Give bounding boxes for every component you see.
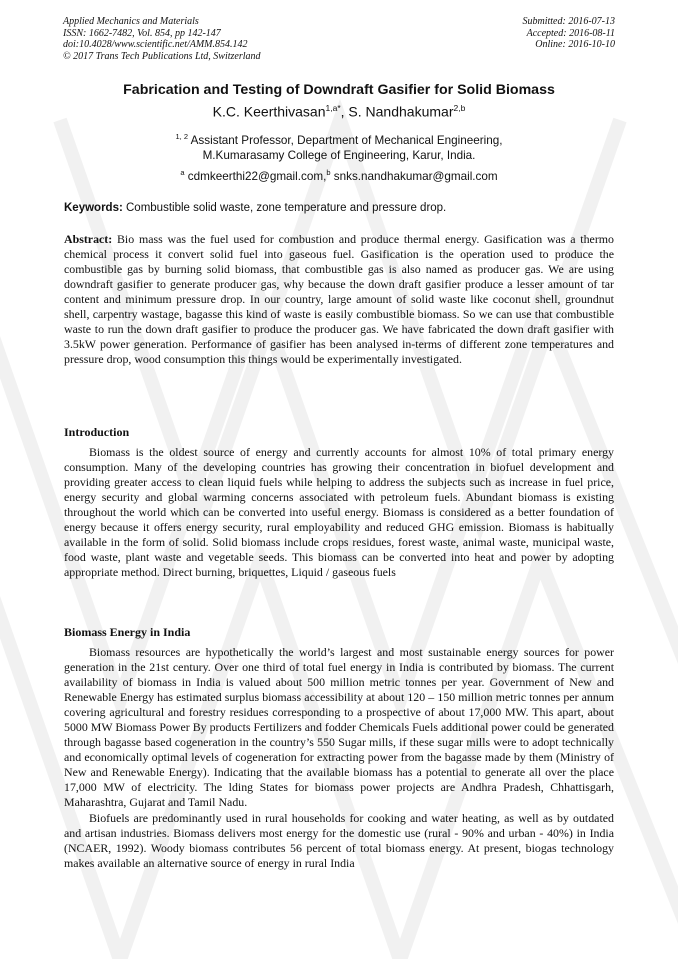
- journal-info: [63, 16, 261, 62]
- keywords: [64, 202, 614, 214]
- affiliation-line-1: Assistant Professor, Department of Mechanical Engineering,: [190, 133, 503, 147]
- submission-dates: [523, 16, 616, 51]
- author-1-name: K.C. Keerthivasan: [212, 103, 326, 120]
- journal-copyright: © 2017 Trans Tech Publications Ltd, Switzerland: [63, 50, 261, 62]
- date-online: Online: 2016-10-10: [535, 39, 615, 50]
- author-list: [0, 103, 678, 120]
- date-submitted: Submitted: 2016-07-13: [522, 16, 615, 27]
- biomass-india-section: [64, 645, 614, 871]
- abstract-text: Bio mass was the fuel used for combustion and produce thermal energy. Gasification was a thermo chemical process it convert solid fuel into gaseous fuel. Gasification is the operation used to produce the combustible gas by burning solid biomass, that combustible gas is also named as producer gas. We are using downdraft gasifier to generate producer gas, why because the down draft gasifier produce a lesser amount of tar content and minimum pressure drop. In our country, large amount of solid waste like coconut shell, groundnut shell, carpentry wastage, bagasse this kind of waste is easily combustible biomass. So we can use that combustible waste to run the down draft gasifier to produce the producer gas. We have fabricated the down draft gasifier with 3.5kW power generation. Performance of gasifier has been analysed in-terms of different zone temperatures and pressure drop, wood consumption this things would be experimentally investigated.: [64, 232, 614, 367]
- author-separator: ,: [340, 103, 349, 120]
- keywords-text: Combustible solid waste, zone temperature and pressure drop.: [126, 202, 447, 214]
- journal-doi: doi:10.4028/www.scientific.net/AMM.854.142: [63, 39, 248, 50]
- date-accepted: Accepted: 2016-08-11: [526, 27, 615, 39]
- author-emails: [0, 168, 678, 183]
- abstract-label: Abstract:: [64, 232, 113, 246]
- introduction-heading: Introduction: [64, 425, 130, 439]
- affiliation-line-2: M.Kumarasamy College of Engineering, Karur, India.: [202, 148, 476, 162]
- affiliation-marker: 1, 2: [175, 132, 189, 141]
- affiliation: [0, 129, 678, 163]
- email-b: snks.nandhakumar@gmail.com: [333, 169, 498, 183]
- email-a-marker: a: [180, 168, 185, 177]
- author-2-name: S. Nandhakumar: [348, 103, 454, 120]
- email-a: cdmkeerthi22@gmail.com,: [187, 169, 327, 183]
- paper-title: Fabrication and Testing of Downdraft Gasifier for Solid Biomass: [123, 82, 555, 98]
- journal-issn: ISSN: 1662-7482, Vol. 854, pp 142-147: [63, 27, 221, 39]
- abstract: [64, 232, 614, 367]
- keywords-label: Keywords:: [64, 202, 123, 214]
- author-1-marker: 1,a*: [325, 103, 341, 113]
- email-b-marker: b: [326, 168, 331, 177]
- journal-name: Applied Mechanics and Materials: [63, 16, 199, 27]
- biomass-india-heading: Biomass Energy in India: [64, 625, 191, 639]
- introduction-section: [64, 445, 614, 580]
- biomass-india-paragraph-2: Biofuels are predominantly used in rural households for cooking and water heating, as well as by outdated and artisan industries. Biomass delivers most energy for the domestic use (rural - 90% and urban - 40%) in India (NCAER, 1992). Woody biomass contributes 56 percent of total biomass energy. At present, biogas technology makes available an alternative source of energy in rural India: [64, 810, 614, 870]
- author-2-marker: 2,b: [453, 103, 466, 113]
- introduction-paragraph: Biomass is the oldest source of energy and currently accounts for almost 10% of total primary energy consumption. Many of the developing countries has growing their concentration in biofuel development and providing greater access to clean liquid fuels while helping to address the subjects such as increase in fuel price, energy security and global warming concerns associated with petroleum fuels. Abundant biomass is existing throughout the world which can be converted into useful energy. Biomass is considered as a better foundation of energy because it offers energy security, rural employability and reduced GHG emission. Biomass is habitually available in the form of solid. Solid biomass include crops residues, forest waste, animal waste, municipal waste, food waste, plant waste and vegetable seeds. This biomass can be converted into heat and power by adopting appropriate method. Direct burning, briquettes, Liquid / gaseous fuels: [64, 445, 614, 580]
- biomass-india-paragraph-1: Biomass resources are hypothetically the world’s largest and most sustainable energy sources for power generation in the 21st century. Over one third of total fuel energy in India is contributed by biomass. The current availability of biomass in India is valued about 500 million metric tonnes per year. Government of New and Renewable Energy has estimated surplus biomass accessibility at about 120 – 150 million metric tonnes per annum covering agricultural and forestry residues corresponding to a prospective of about 17,000 MW. This apart, about 5000 MW Biomass Power By products Fertilizers and fodder Chemicals Fuels additional power could be generated through bagasse based cogeneration in the country’s 550 Sugar mills, if these sugar mills were to adopt technically and economically optimal levels of cogeneration for extracting power from the bagasse made by them (Ministry of New and Renewable Energy). Indicating that the available biomass has a potential to generate all over the place 17,000 MW of electricity. The lding States for biomass power projects are Andhra Pradesh, Chhattisgarh, Maharashtra, Gujarat and Tamil Nadu.: [64, 645, 614, 810]
